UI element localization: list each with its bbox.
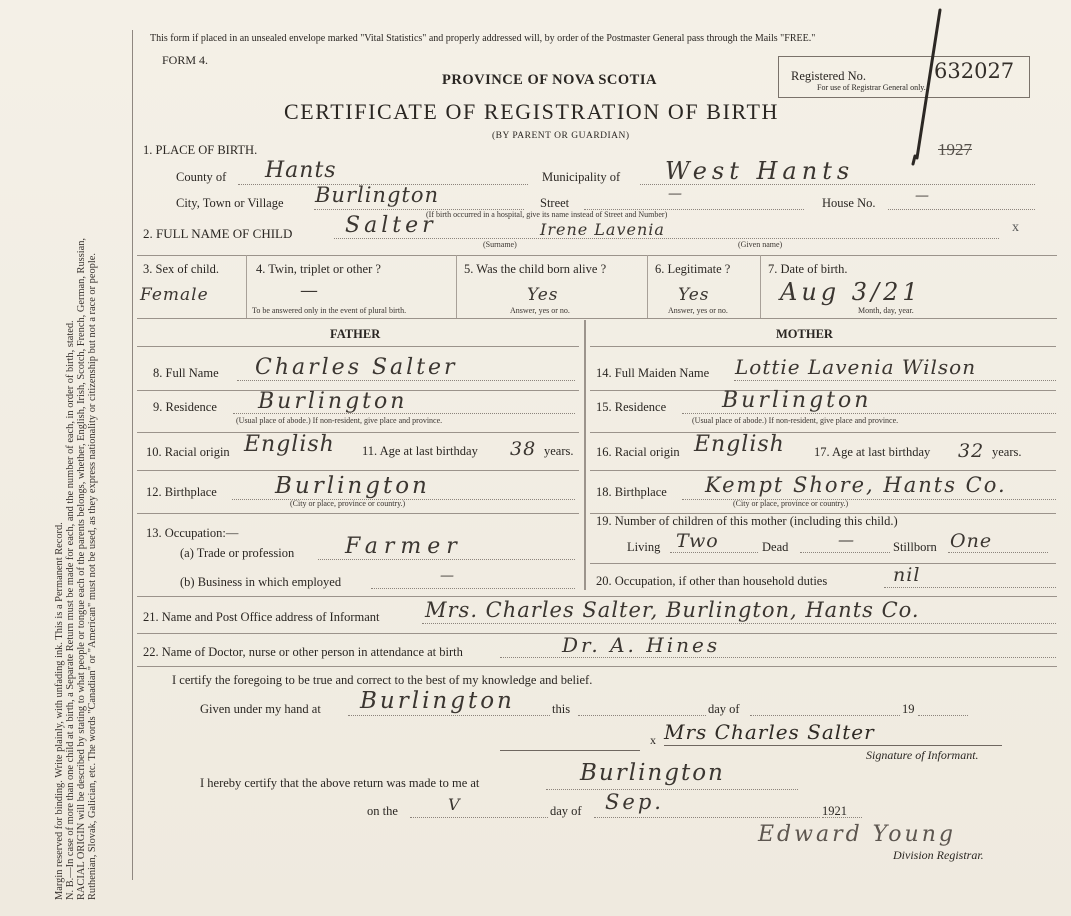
father-birthplace-note: (City or place, province or country.) bbox=[290, 499, 406, 508]
cert-day-of-label: day of bbox=[708, 702, 740, 716]
street-note: (If birth occurred in a hospital, give its name instead of Street and Number) bbox=[426, 210, 668, 219]
return-day-value: V bbox=[448, 795, 461, 814]
sex-value: Female bbox=[140, 285, 209, 305]
details-bottom-rule bbox=[137, 318, 1057, 319]
signature-mark: x bbox=[650, 733, 656, 747]
place-of-birth-label: 1. PLACE OF BIRTH. bbox=[143, 143, 258, 157]
signature-line bbox=[664, 745, 1002, 746]
mother-name-label: 14. Full Maiden Name bbox=[596, 366, 710, 380]
informant-signature: Mrs Charles Salter bbox=[664, 720, 875, 744]
living-value: Two bbox=[676, 530, 719, 552]
child-given-name: Irene Lavenia bbox=[540, 220, 665, 239]
margin-notes bbox=[54, 40, 144, 900]
dead-line bbox=[800, 552, 890, 553]
alive-label: 5. Was the child born alive ? bbox=[464, 262, 607, 276]
father-age-label: 11. Age at last birthday bbox=[362, 444, 478, 458]
twin-label: 4. Twin, triplet or other ? bbox=[256, 262, 381, 276]
mother-age-label: 17. Age at last birthday bbox=[814, 445, 931, 459]
father-residence-label: 9. Residence bbox=[153, 400, 217, 414]
alive-note: Answer, yes or no. bbox=[510, 306, 570, 315]
municipality-label: Municipality of bbox=[542, 170, 621, 184]
mother-residence-line bbox=[682, 413, 1056, 414]
father-business-value: — bbox=[440, 568, 455, 584]
child-name-line bbox=[334, 238, 999, 239]
father-name-value: Charles Salter bbox=[255, 355, 458, 380]
sex-label: 3. Sex of child. bbox=[143, 262, 220, 276]
mother-residence-value: Burlington bbox=[722, 388, 872, 413]
father-heading: FATHER bbox=[330, 327, 381, 341]
legitimate-note: Answer, yes or no. bbox=[668, 306, 728, 315]
mother-rule-1 bbox=[590, 346, 1056, 347]
father-rule-5 bbox=[137, 513, 579, 514]
father-residence-value: Burlington bbox=[258, 389, 408, 414]
return-year-line bbox=[822, 817, 862, 818]
mother-occupation-label: 20. Occupation, if other than household duties bbox=[596, 574, 828, 588]
dead-value: — bbox=[838, 530, 855, 549]
informant-top-rule bbox=[137, 596, 1057, 597]
margin-note-2: N. B.—In case of more than one child at a birth, a Separate Return must be made for each, and the number of each, in order of birth, stated. bbox=[65, 320, 76, 900]
mother-residence-label: 15. Residence bbox=[596, 400, 667, 414]
mother-heading: MOTHER bbox=[776, 327, 833, 341]
legitimate-label: 6. Legitimate ? bbox=[655, 262, 731, 276]
father-residence-note: (Usual place of abode.) If non-resident, give place and province. bbox=[236, 416, 443, 425]
details-divider-3 bbox=[647, 255, 648, 318]
mother-age-years: years. bbox=[992, 445, 1022, 459]
given-place-value: Burlington bbox=[360, 688, 515, 714]
house-line bbox=[888, 209, 1035, 210]
child-surname: Salter bbox=[345, 213, 437, 238]
margin-note-3: RACIAL ORIGIN will be described by stating to what people or tongue each of the parents belongs, whether, English, Irish, Scotch, French, German, Russian, bbox=[76, 237, 87, 900]
margin-note-1: Margin reserved for binding. Write plainly, with unfading ink. This is a Permanent Record. bbox=[54, 522, 65, 900]
certificate-subtitle: (BY PARENT OR GUARDIAN) bbox=[492, 131, 630, 141]
return-month-line bbox=[594, 817, 820, 818]
given-name-note: (Given name) bbox=[738, 240, 783, 249]
county-label: County of bbox=[176, 170, 227, 184]
form-number: FORM 4. bbox=[162, 53, 209, 67]
return-place-value: Burlington bbox=[580, 760, 725, 786]
stillborn-value: One bbox=[950, 530, 993, 552]
father-racial-label: 10. Racial origin bbox=[146, 445, 230, 459]
mother-birthplace-note: (City or place, province or country.) bbox=[733, 499, 849, 508]
mother-occupation-value: nil bbox=[893, 564, 921, 586]
dob-value: Aug 3/21 bbox=[780, 278, 922, 306]
surname-note: (Surname) bbox=[483, 240, 517, 249]
alive-value: Yes bbox=[527, 285, 559, 305]
father-age-value: 38 bbox=[510, 438, 537, 460]
twin-value: — bbox=[300, 280, 319, 301]
twin-note: To be answered only in the event of plural birth. bbox=[252, 306, 407, 315]
province-heading: PROVINCE OF NOVA SCOTIA bbox=[442, 72, 657, 88]
father-business-line bbox=[371, 588, 575, 589]
dead-label: Dead bbox=[762, 540, 789, 554]
return-year-value: 1921 bbox=[822, 804, 847, 818]
father-rule-3 bbox=[137, 432, 579, 433]
cert-year-line bbox=[918, 715, 968, 716]
father-birthplace-value: Burlington bbox=[275, 473, 430, 499]
street-value: — bbox=[668, 186, 683, 202]
details-divider-2 bbox=[456, 255, 457, 318]
return-text: I hereby certify that the above return was made to me at bbox=[200, 776, 480, 790]
father-occupation-label: 13. Occupation:— bbox=[146, 526, 239, 540]
mother-birthplace-label: 18. Birthplace bbox=[596, 485, 667, 499]
father-racial-value: English bbox=[244, 432, 335, 457]
registered-number: 632027 bbox=[934, 59, 1015, 83]
mother-age-value: 32 bbox=[958, 440, 985, 462]
mother-rule-4 bbox=[590, 470, 1056, 471]
this-line bbox=[578, 715, 706, 716]
registrar-label: Division Registrar. bbox=[893, 848, 984, 862]
signature-label: Signature of Informant. bbox=[866, 748, 979, 762]
stillborn-line bbox=[948, 552, 1048, 553]
house-label: House No. bbox=[822, 196, 876, 210]
city-value: Burlington bbox=[315, 183, 440, 207]
doctor-rule bbox=[137, 666, 1057, 667]
details-divider-4 bbox=[760, 255, 761, 318]
father-trade-line bbox=[318, 559, 575, 560]
mother-occupation-line bbox=[884, 587, 1056, 588]
mother-racial-value: English bbox=[694, 432, 785, 457]
margin-note-4: Ruthenian, Slovak, Galician, etc. The words "Canadian" or "American" must not be used, as they express nationality or citizenship but not a race or people. bbox=[87, 253, 98, 900]
return-month-value: Sep. bbox=[605, 790, 664, 814]
living-line bbox=[670, 552, 758, 553]
father-rule-4 bbox=[137, 470, 579, 471]
mother-birthplace-value: Kempt Shore, Hants Co. bbox=[705, 473, 1007, 497]
doctor-line bbox=[500, 657, 1056, 658]
registrar-signature: Edward Young bbox=[758, 822, 956, 847]
certify-text: I certify the foregoing to be true and correct to the best of my knowledge and belief. bbox=[172, 673, 593, 687]
return-day-of-label: day of bbox=[550, 804, 582, 818]
registered-label: Registered No. bbox=[791, 69, 866, 83]
parents-divider bbox=[584, 320, 586, 590]
mother-rule-3 bbox=[590, 432, 1056, 433]
this-label: this bbox=[552, 702, 571, 716]
cert-year-prefix: 19 bbox=[902, 702, 915, 716]
father-rule-1 bbox=[137, 346, 579, 347]
year-mark: 1927 bbox=[938, 140, 972, 159]
given-label: Given under my hand at bbox=[200, 702, 321, 716]
informant-label: 21. Name and Post Office address of Informant bbox=[143, 610, 380, 624]
municipality-value: West Hants bbox=[665, 157, 855, 185]
binding-margin-line bbox=[132, 30, 133, 880]
county-value: Hants bbox=[265, 158, 337, 183]
doctor-value: Dr. A. Hines bbox=[562, 633, 721, 657]
informant-value: Mrs. Charles Salter, Burlington, Hants Co. bbox=[425, 598, 920, 622]
postal-note: This form if placed in an unsealed envelope marked "Vital Statistics" and properly addressed will, by order of the Postmaster General pass through the Mails "FREE." bbox=[150, 33, 816, 44]
dob-label: 7. Date of birth. bbox=[768, 262, 848, 276]
dob-note: Month, day, year. bbox=[858, 306, 914, 315]
father-age-years: years. bbox=[544, 444, 574, 458]
mother-children-label: 19. Number of children of this mother (including this child.) bbox=[596, 514, 898, 528]
certificate-title: CERTIFICATE OF REGISTRATION OF BIRTH bbox=[284, 99, 779, 124]
city-label: City, Town or Village bbox=[176, 196, 284, 210]
informant-line bbox=[422, 623, 1056, 624]
father-name-label: 8. Full Name bbox=[153, 366, 219, 380]
street-label: Street bbox=[540, 196, 570, 210]
father-trade-label: (a) Trade or profession bbox=[180, 546, 295, 560]
house-value: — bbox=[915, 188, 930, 204]
stillborn-label: Stillborn bbox=[893, 540, 937, 554]
cert-day-of-line bbox=[750, 715, 900, 716]
on-the-line bbox=[410, 817, 548, 818]
legitimate-value: Yes bbox=[678, 285, 710, 305]
on-the-label: on the bbox=[367, 804, 398, 818]
details-top-rule bbox=[137, 255, 1057, 256]
mother-rule-6 bbox=[590, 563, 1056, 564]
registered-sub: For use of Registrar General only. bbox=[817, 83, 926, 92]
mother-name-value: Lottie Lavenia Wilson bbox=[735, 355, 977, 379]
child-name-mark: x bbox=[1012, 220, 1019, 235]
return-line bbox=[546, 789, 798, 790]
father-business-label: (b) Business in which employed bbox=[180, 575, 342, 589]
doctor-label: 22. Name of Doctor, nurse or other person in attendance at birth bbox=[143, 645, 463, 659]
child-name-label: 2. FULL NAME OF CHILD bbox=[143, 226, 293, 241]
signature-line-left bbox=[500, 750, 640, 751]
father-name-line bbox=[237, 380, 575, 381]
living-label: Living bbox=[627, 540, 661, 554]
mother-racial-label: 16. Racial origin bbox=[596, 445, 680, 459]
details-divider-1 bbox=[246, 255, 247, 318]
mother-residence-note: (Usual place of abode.) If non-resident, give place and province. bbox=[692, 416, 899, 425]
father-trade-value: Farmer bbox=[345, 534, 463, 559]
father-birthplace-label: 12. Birthplace bbox=[146, 485, 217, 499]
mother-name-line bbox=[734, 380, 1056, 381]
given-line bbox=[348, 715, 550, 716]
